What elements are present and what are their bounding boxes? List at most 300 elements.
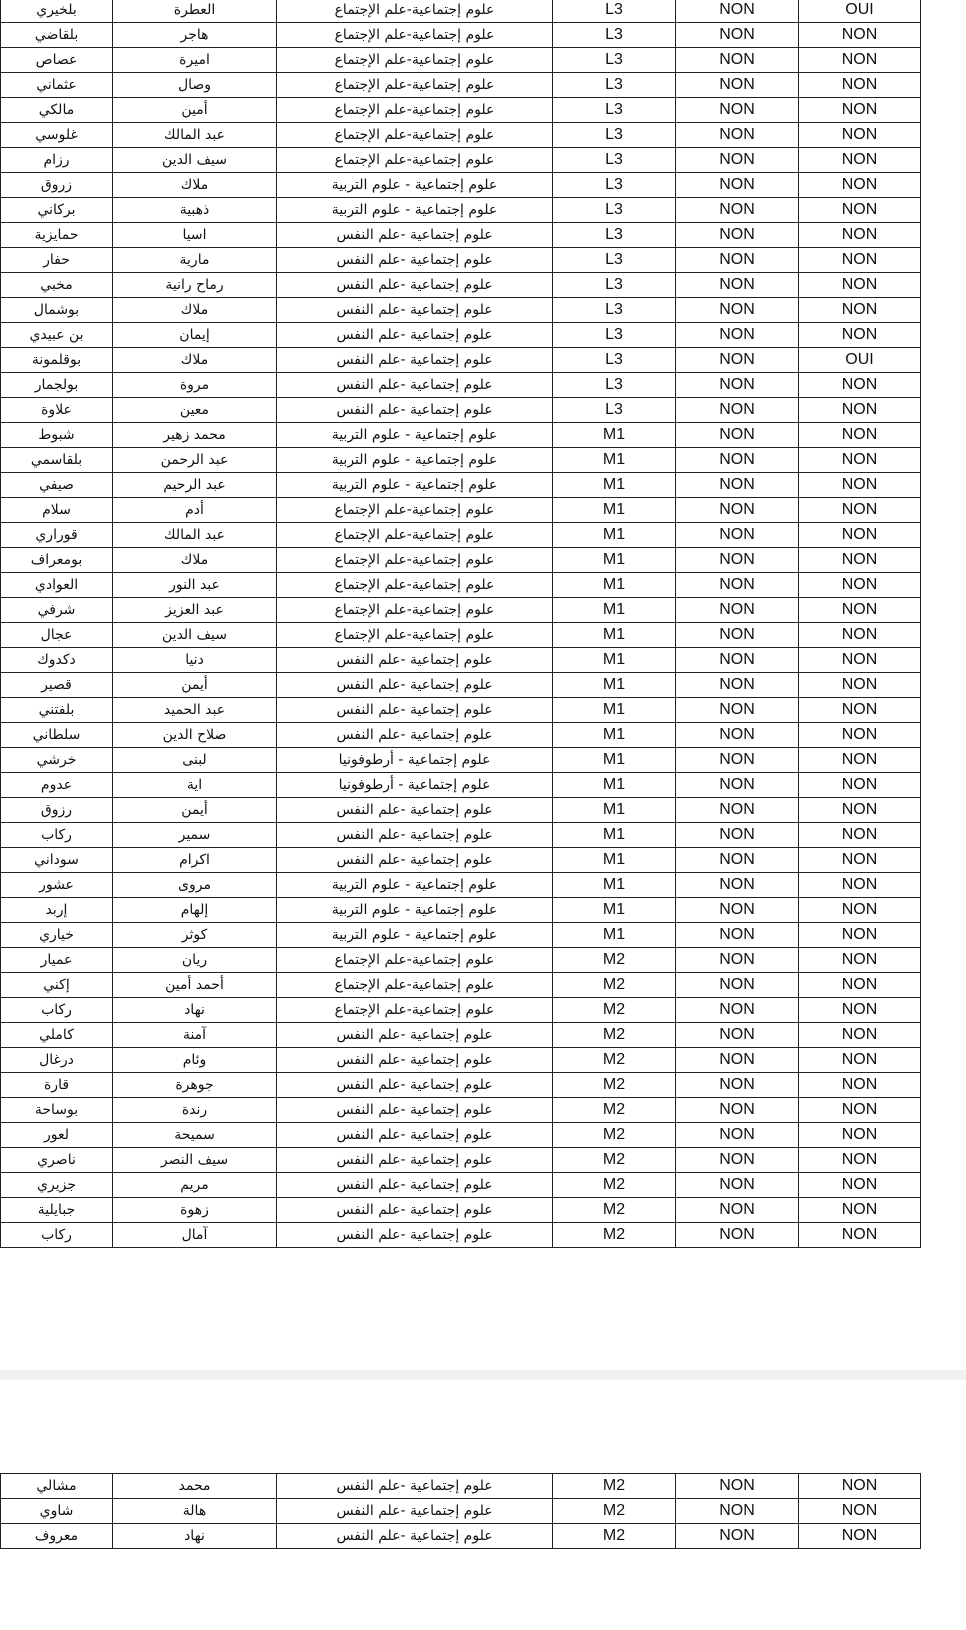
- level-cell: M1: [553, 898, 676, 923]
- first-name-cell: إلهام: [113, 898, 277, 923]
- specialty-cell: علوم إجتماعية -علم النفس: [277, 1073, 553, 1098]
- table-row: [1, 1098, 921, 1123]
- status-a-cell: NON: [676, 523, 799, 548]
- first-name-cell: آمال: [113, 1223, 277, 1248]
- specialty-cell: علوم إجتماعية-علم الإجتماع: [277, 48, 553, 73]
- first-name-cell: ذهبية: [113, 198, 277, 223]
- level-cell: M1: [553, 598, 676, 623]
- status-a-cell: NON: [676, 623, 799, 648]
- first-name-cell: سيف الدين: [113, 148, 277, 173]
- last-name-cell: مالكي: [1, 98, 113, 123]
- specialty-cell: علوم إجتماعية-علم الإجتماع: [277, 148, 553, 173]
- level-cell: L3: [553, 173, 676, 198]
- status-a-cell: NON: [676, 1123, 799, 1148]
- specialty-cell: علوم إجتماعية - أرطوفونيا: [277, 773, 553, 798]
- level-cell: L3: [553, 273, 676, 298]
- table-row: [1, 523, 921, 548]
- level-cell: M1: [553, 848, 676, 873]
- status-b-cell: NON: [799, 323, 921, 348]
- table-row: [1, 823, 921, 848]
- level-cell: L3: [553, 248, 676, 273]
- status-b-cell: NON: [799, 73, 921, 98]
- specialty-cell: علوم إجتماعية -علم النفس: [277, 1223, 553, 1248]
- first-name-cell: سيف النصر: [113, 1148, 277, 1173]
- last-name-cell: عشور: [1, 873, 113, 898]
- specialty-cell: علوم إجتماعية - علوم التربية: [277, 898, 553, 923]
- status-b-cell: NON: [799, 248, 921, 273]
- first-name-cell: عبد المالك: [113, 123, 277, 148]
- status-b-cell: NON: [799, 398, 921, 423]
- last-name-cell: بومعراف: [1, 548, 113, 573]
- table-row: [1, 73, 921, 98]
- first-name-cell: آمنة: [113, 1023, 277, 1048]
- level-cell: M2: [553, 1474, 676, 1499]
- last-name-cell: إكني: [1, 973, 113, 998]
- status-b-cell: NON: [799, 1048, 921, 1073]
- table-row: [1, 373, 921, 398]
- status-b-cell: NON: [799, 273, 921, 298]
- table-page-2: [0, 1473, 920, 1549]
- level-cell: M1: [553, 498, 676, 523]
- level-cell: L3: [553, 223, 676, 248]
- specialty-cell: علوم إجتماعية-علم الإجتماع: [277, 623, 553, 648]
- level-cell: M2: [553, 1123, 676, 1148]
- specialty-cell: علوم إجتماعية -علم النفس: [277, 273, 553, 298]
- specialty-cell: علوم إجتماعية -علم النفس: [277, 1048, 553, 1073]
- table-row: [1, 173, 921, 198]
- first-name-cell: زهوة: [113, 1198, 277, 1223]
- status-b-cell: OUI: [799, 348, 921, 373]
- status-a-cell: NON: [676, 548, 799, 573]
- level-cell: M2: [553, 973, 676, 998]
- status-b-cell: NON: [799, 1524, 921, 1549]
- first-name-cell: العطرة: [113, 0, 277, 23]
- status-b-cell: OUI: [799, 0, 921, 23]
- table-row: [1, 1048, 921, 1073]
- last-name-cell: درغال: [1, 1048, 113, 1073]
- table-row: [1, 723, 921, 748]
- status-b-cell: NON: [799, 623, 921, 648]
- table-row: [1, 1223, 921, 1248]
- table-row: [1, 148, 921, 173]
- status-a-cell: NON: [676, 348, 799, 373]
- level-cell: M2: [553, 1223, 676, 1248]
- specialty-cell: علوم إجتماعية -علم النفس: [277, 298, 553, 323]
- specialty-cell: علوم إجتماعية-علم الإجتماع: [277, 998, 553, 1023]
- first-name-cell: لبنى: [113, 748, 277, 773]
- table-row: [1, 573, 921, 598]
- status-a-cell: NON: [676, 1148, 799, 1173]
- table-row: [1, 1023, 921, 1048]
- level-cell: M1: [553, 473, 676, 498]
- status-a-cell: NON: [676, 423, 799, 448]
- status-b-cell: NON: [799, 698, 921, 723]
- table-row: [1, 198, 921, 223]
- table-row: [1, 598, 921, 623]
- last-name-cell: ناصري: [1, 1148, 113, 1173]
- table-row: [1, 1198, 921, 1223]
- first-name-cell: أدم: [113, 498, 277, 523]
- level-cell: M2: [553, 998, 676, 1023]
- status-b-cell: NON: [799, 1023, 921, 1048]
- level-cell: M1: [553, 623, 676, 648]
- status-b-cell: NON: [799, 48, 921, 73]
- student-table-continued: [0, 1473, 921, 1549]
- first-name-cell: هالة: [113, 1499, 277, 1524]
- status-a-cell: NON: [676, 1023, 799, 1048]
- level-cell: M2: [553, 1499, 676, 1524]
- table-row: [1, 973, 921, 998]
- status-b-cell: NON: [799, 798, 921, 823]
- level-cell: L3: [553, 23, 676, 48]
- status-a-cell: NON: [676, 448, 799, 473]
- table-row: [1, 848, 921, 873]
- table-row: [1, 348, 921, 373]
- status-a-cell: NON: [676, 123, 799, 148]
- last-name-cell: سوداني: [1, 848, 113, 873]
- status-a-cell: NON: [676, 1499, 799, 1524]
- first-name-cell: سمير: [113, 823, 277, 848]
- last-name-cell: بلقاضي: [1, 23, 113, 48]
- last-name-cell: بوشمال: [1, 298, 113, 323]
- status-a-cell: NON: [676, 0, 799, 23]
- specialty-cell: علوم إجتماعية -علم النفس: [277, 1198, 553, 1223]
- last-name-cell: قارة: [1, 1073, 113, 1098]
- status-b-cell: NON: [799, 598, 921, 623]
- table-row: [1, 1524, 921, 1549]
- status-a-cell: NON: [676, 648, 799, 673]
- first-name-cell: ريان: [113, 948, 277, 973]
- first-name-cell: اكرام: [113, 848, 277, 873]
- specialty-cell: علوم إجتماعية-علم الإجتماع: [277, 98, 553, 123]
- last-name-cell: سلام: [1, 498, 113, 523]
- status-a-cell: NON: [676, 273, 799, 298]
- last-name-cell: جبايلية: [1, 1198, 113, 1223]
- status-a-cell: NON: [676, 23, 799, 48]
- status-b-cell: NON: [799, 948, 921, 973]
- status-b-cell: NON: [799, 973, 921, 998]
- last-name-cell: كاملي: [1, 1023, 113, 1048]
- status-b-cell: NON: [799, 923, 921, 948]
- status-a-cell: NON: [676, 298, 799, 323]
- specialty-cell: علوم إجتماعية - علوم التربية: [277, 173, 553, 198]
- table-row: [1, 1123, 921, 1148]
- last-name-cell: مخبي: [1, 273, 113, 298]
- level-cell: M1: [553, 773, 676, 798]
- first-name-cell: ملاك: [113, 548, 277, 573]
- table-row: [1, 1173, 921, 1198]
- specialty-cell: علوم إجتماعية -علم النفس: [277, 1173, 553, 1198]
- status-a-cell: NON: [676, 148, 799, 173]
- status-b-cell: NON: [799, 1223, 921, 1248]
- table-body: [1, 0, 921, 1248]
- level-cell: M1: [553, 723, 676, 748]
- status-a-cell: NON: [676, 173, 799, 198]
- status-b-cell: NON: [799, 173, 921, 198]
- table-row: [1, 1073, 921, 1098]
- status-a-cell: NON: [676, 1048, 799, 1073]
- status-b-cell: NON: [799, 473, 921, 498]
- table-row: [1, 748, 921, 773]
- status-b-cell: NON: [799, 1098, 921, 1123]
- table-row: [1, 898, 921, 923]
- first-name-cell: مريم: [113, 1173, 277, 1198]
- table-row: [1, 648, 921, 673]
- status-b-cell: NON: [799, 773, 921, 798]
- last-name-cell: عميار: [1, 948, 113, 973]
- level-cell: M2: [553, 1098, 676, 1123]
- table-row: [1, 423, 921, 448]
- level-cell: M1: [553, 873, 676, 898]
- last-name-cell: مشالي: [1, 1474, 113, 1499]
- status-b-cell: NON: [799, 1123, 921, 1148]
- status-b-cell: NON: [799, 298, 921, 323]
- first-name-cell: إيمان: [113, 323, 277, 348]
- table-row: [1, 23, 921, 48]
- first-name-cell: سميحة: [113, 1123, 277, 1148]
- status-a-cell: NON: [676, 898, 799, 923]
- table-row: [1, 0, 921, 23]
- last-name-cell: العوادي: [1, 573, 113, 598]
- status-b-cell: NON: [799, 1073, 921, 1098]
- status-a-cell: NON: [676, 1098, 799, 1123]
- level-cell: L3: [553, 198, 676, 223]
- table-row: [1, 698, 921, 723]
- status-b-cell: NON: [799, 548, 921, 573]
- table-row: [1, 998, 921, 1023]
- level-cell: L3: [553, 398, 676, 423]
- table-row: [1, 273, 921, 298]
- level-cell: M1: [553, 573, 676, 598]
- status-a-cell: NON: [676, 823, 799, 848]
- last-name-cell: حفار: [1, 248, 113, 273]
- first-name-cell: مارية: [113, 248, 277, 273]
- specialty-cell: علوم إجتماعية-علم الإجتماع: [277, 0, 553, 23]
- first-name-cell: هاجر: [113, 23, 277, 48]
- last-name-cell: قوراري: [1, 523, 113, 548]
- status-b-cell: NON: [799, 998, 921, 1023]
- specialty-cell: علوم إجتماعية -علم النفس: [277, 1148, 553, 1173]
- first-name-cell: دنيا: [113, 648, 277, 673]
- first-name-cell: عبد الرحمن: [113, 448, 277, 473]
- status-a-cell: NON: [676, 998, 799, 1023]
- table-row: [1, 298, 921, 323]
- first-name-cell: عبد النور: [113, 573, 277, 598]
- level-cell: L3: [553, 0, 676, 23]
- specialty-cell: علوم إجتماعية -علم النفس: [277, 673, 553, 698]
- status-b-cell: NON: [799, 1173, 921, 1198]
- status-b-cell: NON: [799, 848, 921, 873]
- specialty-cell: علوم إجتماعية - علوم التربية: [277, 198, 553, 223]
- specialty-cell: علوم إجتماعية -علم النفس: [277, 1098, 553, 1123]
- level-cell: M1: [553, 648, 676, 673]
- specialty-cell: علوم إجتماعية-علم الإجتماع: [277, 973, 553, 998]
- status-a-cell: NON: [676, 98, 799, 123]
- table-row: [1, 1474, 921, 1499]
- specialty-cell: علوم إجتماعية-علم الإجتماع: [277, 498, 553, 523]
- table-row: [1, 248, 921, 273]
- status-b-cell: NON: [799, 373, 921, 398]
- status-a-cell: NON: [676, 723, 799, 748]
- first-name-cell: اميرة: [113, 48, 277, 73]
- level-cell: M1: [553, 523, 676, 548]
- first-name-cell: عبد العزيز: [113, 598, 277, 623]
- status-a-cell: NON: [676, 773, 799, 798]
- level-cell: M1: [553, 673, 676, 698]
- specialty-cell: علوم إجتماعية -علم النفس: [277, 223, 553, 248]
- level-cell: M2: [553, 948, 676, 973]
- first-name-cell: ملاك: [113, 173, 277, 198]
- last-name-cell: بلفتني: [1, 698, 113, 723]
- status-a-cell: NON: [676, 598, 799, 623]
- status-a-cell: NON: [676, 973, 799, 998]
- last-name-cell: بولجمار: [1, 373, 113, 398]
- first-name-cell: مروة: [113, 373, 277, 398]
- last-name-cell: ركاب: [1, 1223, 113, 1248]
- status-b-cell: NON: [799, 98, 921, 123]
- level-cell: M2: [553, 1148, 676, 1173]
- last-name-cell: عجال: [1, 623, 113, 648]
- specialty-cell: علوم إجتماعية-علم الإجتماع: [277, 573, 553, 598]
- first-name-cell: وئام: [113, 1048, 277, 1073]
- last-name-cell: ركاب: [1, 998, 113, 1023]
- first-name-cell: وصال: [113, 73, 277, 98]
- table-row: [1, 873, 921, 898]
- last-name-cell: بلقاسمي: [1, 448, 113, 473]
- level-cell: L3: [553, 123, 676, 148]
- status-b-cell: NON: [799, 523, 921, 548]
- status-b-cell: NON: [799, 223, 921, 248]
- specialty-cell: علوم إجتماعية -علم النفس: [277, 373, 553, 398]
- specialty-cell: علوم إجتماعية -علم النفس: [277, 1474, 553, 1499]
- status-a-cell: NON: [676, 198, 799, 223]
- specialty-cell: علوم إجتماعية-علم الإجتماع: [277, 948, 553, 973]
- first-name-cell: كوثر: [113, 923, 277, 948]
- specialty-cell: علوم إجتماعية -علم النفس: [277, 723, 553, 748]
- status-a-cell: NON: [676, 873, 799, 898]
- status-b-cell: NON: [799, 873, 921, 898]
- level-cell: L3: [553, 148, 676, 173]
- first-name-cell: أمين: [113, 98, 277, 123]
- status-b-cell: NON: [799, 1499, 921, 1524]
- level-cell: M1: [553, 698, 676, 723]
- specialty-cell: علوم إجتماعية - علوم التربية: [277, 448, 553, 473]
- specialty-cell: علوم إجتماعية-علم الإجتماع: [277, 548, 553, 573]
- table-row: [1, 673, 921, 698]
- table-row: [1, 923, 921, 948]
- status-b-cell: NON: [799, 648, 921, 673]
- specialty-cell: علوم إجتماعية -علم النفس: [277, 248, 553, 273]
- table-row: [1, 123, 921, 148]
- specialty-cell: علوم إجتماعية-علم الإجتماع: [277, 123, 553, 148]
- level-cell: L3: [553, 298, 676, 323]
- status-a-cell: NON: [676, 398, 799, 423]
- first-name-cell: محمد زهير: [113, 423, 277, 448]
- table-row: [1, 948, 921, 973]
- table-row: [1, 223, 921, 248]
- table-row: [1, 473, 921, 498]
- first-name-cell: أحمد أمين: [113, 973, 277, 998]
- last-name-cell: شرفي: [1, 598, 113, 623]
- last-name-cell: سلطاني: [1, 723, 113, 748]
- table-row: [1, 548, 921, 573]
- status-a-cell: NON: [676, 73, 799, 98]
- first-name-cell: نهاد: [113, 1524, 277, 1549]
- level-cell: L3: [553, 73, 676, 98]
- specialty-cell: علوم إجتماعية -علم النفس: [277, 798, 553, 823]
- first-name-cell: ملاك: [113, 298, 277, 323]
- status-b-cell: NON: [799, 748, 921, 773]
- last-name-cell: خياري: [1, 923, 113, 948]
- first-name-cell: صلاح الدين: [113, 723, 277, 748]
- table-row: [1, 1499, 921, 1524]
- first-name-cell: ملاك: [113, 348, 277, 373]
- last-name-cell: بلخيري: [1, 0, 113, 23]
- specialty-cell: علوم إجتماعية -علم النفس: [277, 848, 553, 873]
- level-cell: L3: [553, 323, 676, 348]
- status-a-cell: NON: [676, 1524, 799, 1549]
- first-name-cell: أيمن: [113, 798, 277, 823]
- last-name-cell: دكدوك: [1, 648, 113, 673]
- status-b-cell: NON: [799, 448, 921, 473]
- level-cell: M1: [553, 448, 676, 473]
- status-a-cell: NON: [676, 1223, 799, 1248]
- first-name-cell: اية: [113, 773, 277, 798]
- first-name-cell: نهاد: [113, 998, 277, 1023]
- page-break: [0, 1370, 966, 1380]
- status-a-cell: NON: [676, 498, 799, 523]
- level-cell: M2: [553, 1023, 676, 1048]
- status-b-cell: NON: [799, 123, 921, 148]
- table-row: [1, 623, 921, 648]
- last-name-cell: شبوط: [1, 423, 113, 448]
- first-name-cell: سيف الدين: [113, 623, 277, 648]
- status-b-cell: NON: [799, 423, 921, 448]
- status-b-cell: NON: [799, 198, 921, 223]
- specialty-cell: علوم إجتماعية -علم النفس: [277, 1023, 553, 1048]
- last-name-cell: قصير: [1, 673, 113, 698]
- table-row: [1, 1148, 921, 1173]
- last-name-cell: علاوة: [1, 398, 113, 423]
- table-row: [1, 798, 921, 823]
- specialty-cell: علوم إجتماعية-علم الإجتماع: [277, 523, 553, 548]
- level-cell: M1: [553, 748, 676, 773]
- last-name-cell: خرشي: [1, 748, 113, 773]
- last-name-cell: زروق: [1, 173, 113, 198]
- specialty-cell: علوم إجتماعية -علم النفس: [277, 698, 553, 723]
- level-cell: M1: [553, 823, 676, 848]
- last-name-cell: بن عبيدي: [1, 323, 113, 348]
- status-b-cell: NON: [799, 1148, 921, 1173]
- table-body: [1, 1474, 921, 1549]
- first-name-cell: معين: [113, 398, 277, 423]
- status-b-cell: NON: [799, 23, 921, 48]
- table-row: [1, 323, 921, 348]
- status-a-cell: NON: [676, 673, 799, 698]
- specialty-cell: علوم إجتماعية -علم النفس: [277, 1123, 553, 1148]
- first-name-cell: محمد: [113, 1474, 277, 1499]
- status-a-cell: NON: [676, 223, 799, 248]
- status-a-cell: NON: [676, 323, 799, 348]
- last-name-cell: جزيري: [1, 1173, 113, 1198]
- first-name-cell: رماح رانية: [113, 273, 277, 298]
- status-a-cell: NON: [676, 948, 799, 973]
- table-row: [1, 48, 921, 73]
- specialty-cell: علوم إجتماعية - أرطوفونيا: [277, 748, 553, 773]
- status-a-cell: NON: [676, 923, 799, 948]
- specialty-cell: علوم إجتماعية - علوم التربية: [277, 473, 553, 498]
- status-a-cell: NON: [676, 848, 799, 873]
